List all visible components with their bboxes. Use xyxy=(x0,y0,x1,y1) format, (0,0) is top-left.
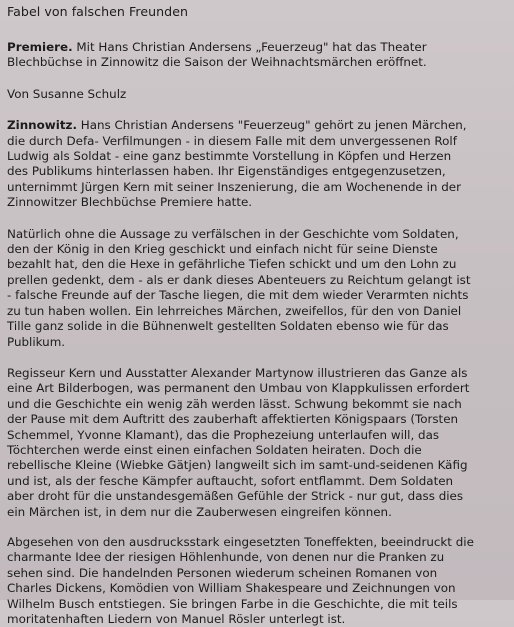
paragraph-line: - falsche Freunde auf der Tasche liegen, die mit dem wieder Verarmten nichts xyxy=(7,288,469,303)
paragraph-line: prellen gedenkt, dem - als er dank dieses Abenteuers zu Reichtum gelangt ist xyxy=(7,272,471,287)
paragraph-line: den der König in den Krieg geschickt und einfach nicht für seine Dienste xyxy=(7,242,438,257)
paragraph-line: Charles Dickens, Komödien von William Shakespeare und Zeichnungen von xyxy=(7,581,456,596)
paragraph-line: Publikum. xyxy=(7,334,66,349)
paragraph-line: rebellische Kleine (Wiebke Gätjen) langweilt sich im samt-und-seidenen Käfig xyxy=(7,458,468,473)
paragraph-2 xyxy=(7,227,508,350)
paragraph-line: unternimmt Jürgen Kern mit seiner Inszenierung, die am Wochenende in der xyxy=(7,179,461,194)
paragraph-line: und die Geschichte ein wenig zäh werden lässt. Schwung bekommt sie nach xyxy=(7,396,462,411)
intro-line: Mit Hans Christian Andersens „Feuerzeug" hat das Theater xyxy=(72,40,427,54)
paragraph-line: Zinnowitzer Blechbüchse Premiere hatte. xyxy=(7,195,253,210)
paragraph-line: Wilhelm Busch entstiegen. Sie bringen Farbe in die Geschichte, die mit teils xyxy=(7,596,458,611)
paragraph-line: Natürlich ohne die Aussage zu verfälschen in der Geschichte vom Soldaten, xyxy=(7,226,459,241)
paragraph-line: und ist, als der fesche Kämpfer auftaucht, sofort entflammt. Dem Soldaten xyxy=(7,473,454,488)
paragraph-line: sehen sind. Die handelnden Personen wiederum scheinen Romanen von xyxy=(7,565,438,580)
paragraph-3 xyxy=(7,366,508,520)
paragraph-line: der Pause mit dem Auftritt des zauberhaft affektierten Königspaars (Torsten xyxy=(7,412,459,427)
paragraph-line: moritatenhaften Liedern von Manuel Rösler unterlegt ist. xyxy=(7,612,346,626)
paragraph-line: Abgesehen von den ausdrucksstark eingesetzten Toneffekten, beeindruckt die xyxy=(7,534,474,549)
paragraph-line: eine Art Bilderbogen, was permanent den Umbau von Klappkulissen erfordert xyxy=(7,381,470,396)
paragraph-line: bezahlt hat, den die Hexe in gefährliche Tiefen schickt und um den Lohn zu xyxy=(7,257,457,272)
paragraph-line: Zinnowitz. Hans Christian Andersens "Feuerzeug" gehört zu jenen Märchen, xyxy=(7,118,467,133)
paragraph-line: Töchterchen werde einst einen einfachen Soldaten heiraten. Doch die xyxy=(7,442,422,457)
paragraph-line: Regisseur Kern und Ausstatter Alexander Martynow illustrieren das Ganze als xyxy=(7,365,468,380)
paragraph-line: Schemmel, Yvonne Klamant), das die Prophezeiung unterlaufen will, das xyxy=(7,427,440,442)
paragraph-line: charmante Idee der riesigen Höhlenhunde, von denen nur die Pranken zu xyxy=(7,550,445,565)
article-title: Fabel von falschen Freunden xyxy=(7,4,189,19)
paragraph-line: die durch Defa- Verfilmungen - in diesem Falle mit dem unvergessenen Rolf xyxy=(7,133,457,148)
author-byline: Von Susanne Schulz xyxy=(7,86,127,101)
paragraph-line: des Publikums hinterlassen haben. Ihr Eigenständiges entgegenzusetzen, xyxy=(7,164,446,179)
paragraph-line: Tille ganz solide in die Bühnenwelt gestellten Soldaten ebenso wie für das xyxy=(7,319,449,334)
paragraph-line: Ludwig als Soldat - eine ganz bestimmte Vorstellung in Köpfen und Herzen xyxy=(7,149,452,164)
intro-paragraph xyxy=(7,40,508,71)
paragraph-4 xyxy=(7,535,508,627)
paragraph-line: zu tun haben wollen. Ein lehrreiches Märchen, zweifellos, für den von Daniel xyxy=(7,303,462,318)
paragraph-line: aber droht für die unstandesgemäßen Gefühle der Strick - nur gut, dass dies xyxy=(7,489,464,504)
intro-line: Blechbüchse in Zinnowitz die Saison der Weihnachtsmärchen eröffnet. xyxy=(7,55,427,70)
intro-lead: Premiere. xyxy=(7,40,73,54)
paragraph-line: ein Märchen ist, in dem nur die Zauberwesen eingreifen können. xyxy=(7,504,392,519)
dateline: Zinnowitz. xyxy=(7,118,77,133)
paragraph-1 xyxy=(7,118,508,210)
